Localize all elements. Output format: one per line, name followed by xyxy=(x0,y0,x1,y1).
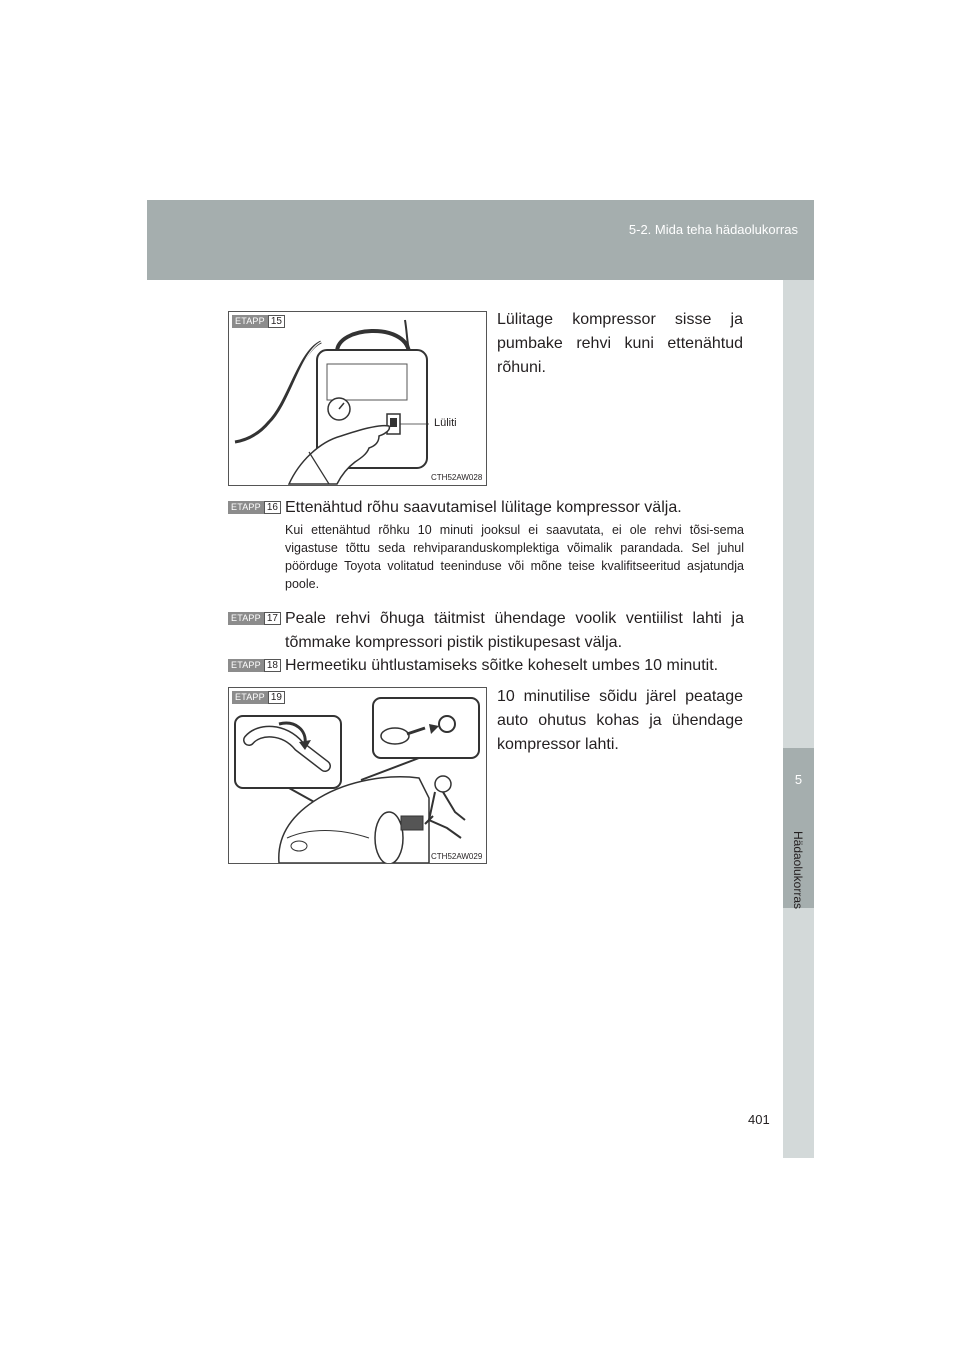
step-label: ETAPP xyxy=(228,501,264,514)
step-badge xyxy=(228,501,281,514)
step-17-text: Peale rehvi õhuga täitmist ühendage voolik ventiilist lahti ja tõmmake kompressori pistik pistikupesast välja. xyxy=(285,610,744,651)
step-label: ETAPP xyxy=(232,691,268,704)
section-title: 5-2. Mida teha hädaolukorras xyxy=(628,222,798,237)
step-badge xyxy=(228,612,281,625)
step-number: 16 xyxy=(264,501,281,514)
step-label: ETAPP xyxy=(232,315,268,328)
step-number: 19 xyxy=(268,691,285,704)
step-15-text: Lülitage kompressor sisse ja pumbake rehvi kuni ettenähtud rõhuni. xyxy=(497,311,743,376)
step-18-text: Hermeetiku ühtlustamiseks sõitke koheselt umbes 10 minutit. xyxy=(285,657,719,674)
step-number: 15 xyxy=(268,315,285,328)
step-badge xyxy=(228,659,281,672)
step-16-note: Kui ettenähtud rõhku 10 minuti jooksul ei saavutata, ei ole rehvi tõsi-sema vigastuse tõttu seda rehviparanduskomplektiga võimalik parandada. Sel juhul pöörduge Toyota volitatud teeninduse või mõne teise kvalifitseeritud asjatundja poole. xyxy=(285,523,744,591)
step-16-text: Ettenähtud rõhu saavutamisel lülitage kompressor välja. xyxy=(285,499,682,516)
figure-code: CTH52AW029 xyxy=(431,852,483,861)
figure-code: CTH52AW028 xyxy=(431,473,483,482)
step-19-text: 10 minutilise sõidu järel peatage auto ohutus kohas ja ühendage kompressor lahti. xyxy=(497,688,743,753)
step-label: ETAPP xyxy=(228,612,264,625)
step-number: 17 xyxy=(264,612,281,625)
page-number: 401 xyxy=(748,1112,770,1127)
figure-step-15 xyxy=(228,311,487,486)
chapter-number: 5 xyxy=(794,772,803,787)
switch-callout: Lüliti xyxy=(434,417,457,429)
side-strip xyxy=(783,280,814,1158)
car-repair-illustration xyxy=(229,688,486,863)
figure-step-19 xyxy=(228,687,487,864)
compressor-illustration xyxy=(229,312,486,485)
step-number: 18 xyxy=(264,659,281,672)
header-band xyxy=(147,200,814,280)
step-label: ETAPP xyxy=(228,659,264,672)
chapter-label: Hädaolukorras xyxy=(791,830,805,910)
